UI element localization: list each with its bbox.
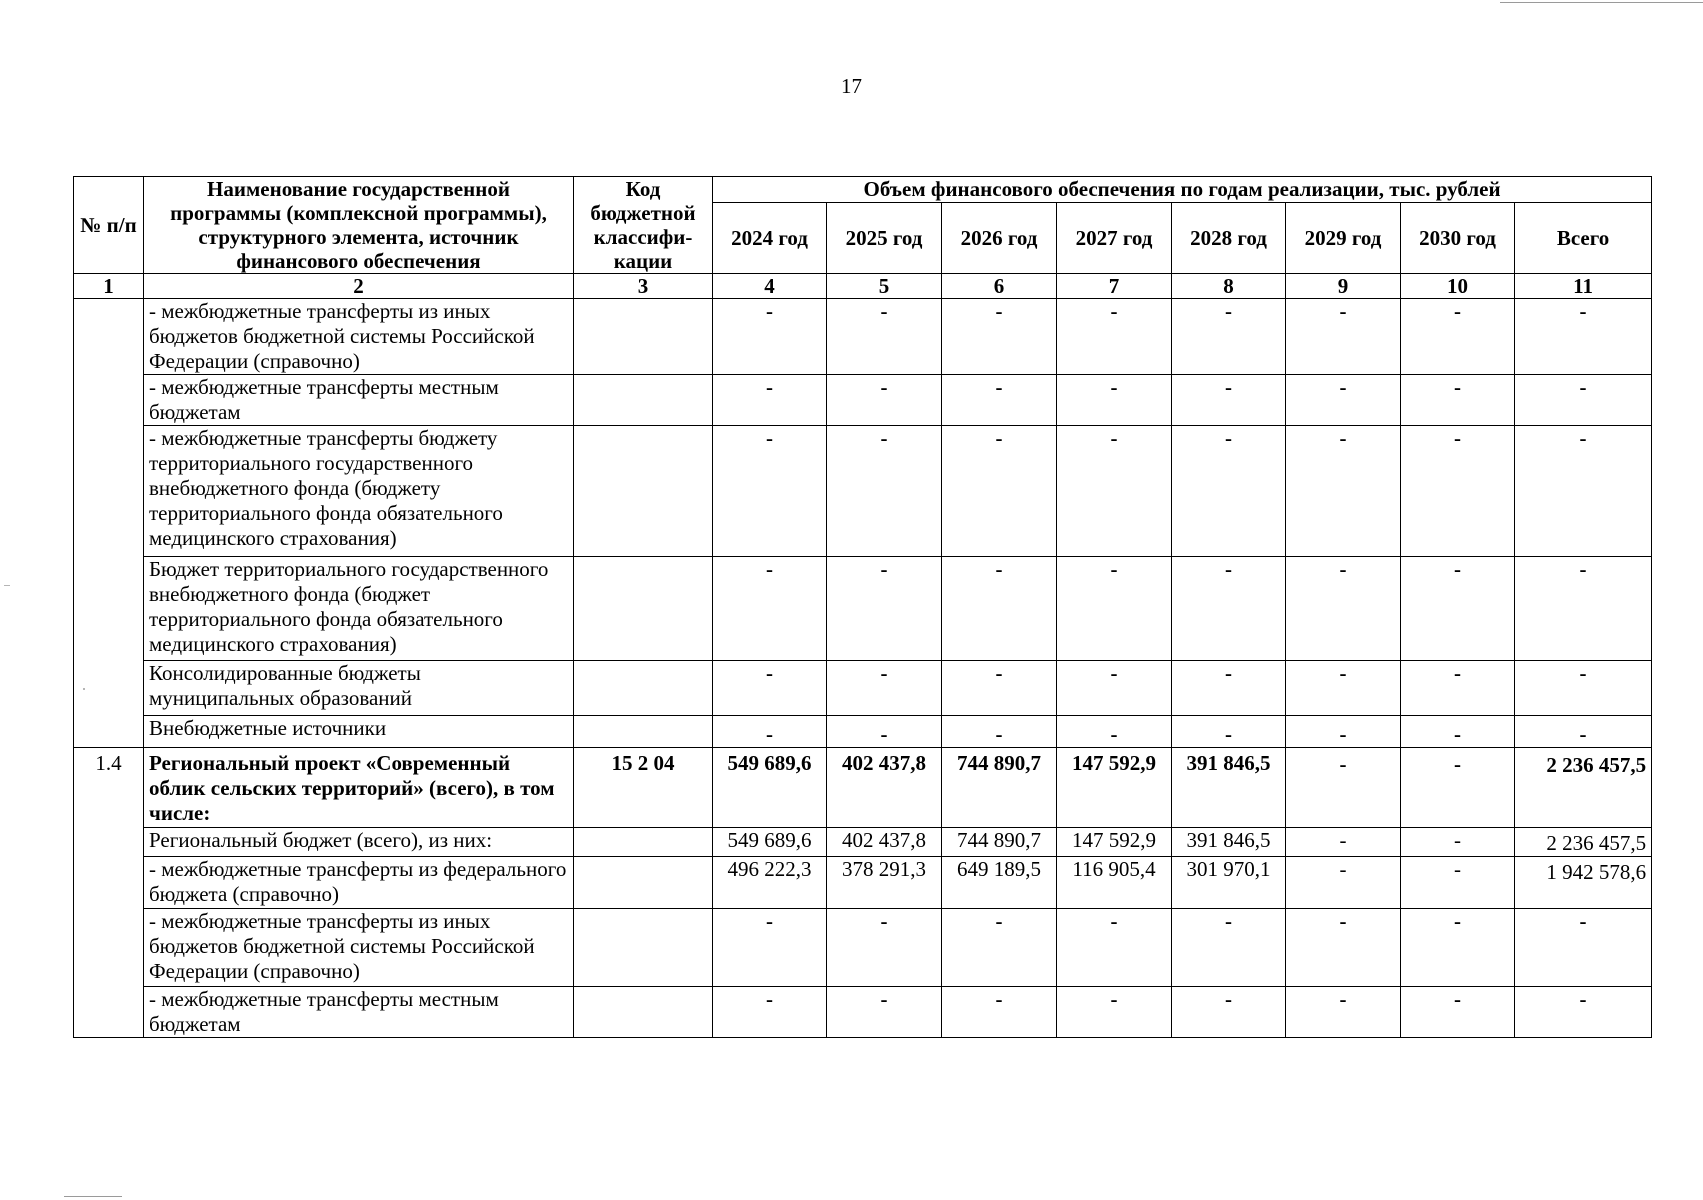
header-year-2025: 2025 год [827, 202, 942, 273]
row-value: - [1172, 987, 1286, 1038]
row-value: 496 222,3 [713, 857, 827, 909]
row-value: - [1401, 426, 1515, 557]
header-num: № п/п [74, 177, 144, 274]
row-value: 378 291,3 [827, 857, 942, 909]
row-value: - [942, 299, 1057, 375]
header-row-1 [74, 177, 1652, 203]
row-value: 2 236 457,5 [1515, 828, 1652, 857]
row-value: - [1401, 987, 1515, 1038]
table-row [74, 987, 1652, 1038]
row-code [574, 857, 713, 909]
row-value: - [827, 557, 942, 661]
row-value: - [942, 661, 1057, 716]
table-row [74, 661, 1652, 716]
row-value: 549 689,6 [713, 748, 827, 828]
row-num: 1.4 [74, 748, 144, 1038]
row-value: 391 846,5 [1172, 828, 1286, 857]
row-value: - [1401, 828, 1515, 857]
row-code [574, 828, 713, 857]
row-value: 2 236 457,5 [1515, 748, 1652, 828]
row-value: 116 905,4 [1057, 857, 1172, 909]
row-value: - [713, 557, 827, 661]
row-code [574, 557, 713, 661]
row-value: - [1286, 828, 1401, 857]
row-value: - [942, 426, 1057, 557]
row-name: - межбюджетные трансферты из федерального бюджета (справочно) [144, 857, 574, 909]
row-value: - [827, 716, 942, 748]
row-value: - [1286, 426, 1401, 557]
column-number: 9 [1286, 274, 1401, 299]
row-value: - [713, 375, 827, 426]
column-number: 6 [942, 274, 1057, 299]
row-value: - [713, 661, 827, 716]
row-value: - [827, 661, 942, 716]
row-value: - [1286, 857, 1401, 909]
scan-line-top-right [1500, 2, 1703, 3]
row-name: Консолидированные бюджеты муниципальных образований [144, 661, 574, 716]
row-value: - [1401, 748, 1515, 828]
row-value: - [1057, 716, 1172, 748]
row-value: - [1286, 375, 1401, 426]
table-row [74, 299, 1652, 375]
row-value: - [1401, 375, 1515, 426]
row-value: 402 437,8 [827, 828, 942, 857]
row-name: Внебюджетные источники [144, 716, 574, 748]
row-value: - [827, 909, 942, 987]
scan-line-bottom-left [64, 1196, 122, 1197]
row-name: Бюджет территориального государственного внебюджетного фонда (бюджет территориального фонда обязательного медицинского страхования) [144, 557, 574, 661]
row-code: 15 2 04 [574, 748, 713, 828]
header-year-2028: 2028 год [1172, 202, 1286, 273]
row-value: - [827, 426, 942, 557]
column-number: 2 [144, 274, 574, 299]
row-value: - [1057, 426, 1172, 557]
row-value: - [1515, 987, 1652, 1038]
row-name: - межбюджетные трансферты из иных бюджетов бюджетной системы Российской Федерации (справочно) [144, 909, 574, 987]
row-value: - [1057, 299, 1172, 375]
row-value: - [1286, 748, 1401, 828]
row-value: - [1057, 661, 1172, 716]
row-code [574, 299, 713, 375]
row-value: - [1515, 426, 1652, 557]
table-row [74, 375, 1652, 426]
row-value: - [1057, 557, 1172, 661]
row-code [574, 987, 713, 1038]
row-value: - [942, 987, 1057, 1038]
row-name: Региональный проект «Современный облик сельских территорий» (всего), в том числе: [144, 748, 574, 828]
row-value: - [1401, 661, 1515, 716]
column-number: 5 [827, 274, 942, 299]
row-code [574, 375, 713, 426]
header-year-2029: 2029 год [1286, 202, 1401, 273]
row-value: 744 890,7 [942, 828, 1057, 857]
column-number: 10 [1401, 274, 1515, 299]
column-number: 8 [1172, 274, 1286, 299]
row-value: 549 689,6 [713, 828, 827, 857]
row-value: - [1057, 987, 1172, 1038]
row-value: - [827, 375, 942, 426]
row-value: - [1515, 716, 1652, 748]
table-row-section [74, 748, 1652, 828]
row-value: - [942, 909, 1057, 987]
row-num [74, 299, 144, 748]
row-value: - [827, 987, 942, 1038]
row-value: - [1172, 299, 1286, 375]
row-value: - [1172, 557, 1286, 661]
row-value: - [1401, 299, 1515, 375]
header-total: Всего [1515, 202, 1652, 273]
row-value: - [1515, 375, 1652, 426]
header-code: Код бюджетной классифи-кации [574, 177, 713, 274]
row-value: - [1401, 857, 1515, 909]
row-value: - [713, 299, 827, 375]
table-row [74, 557, 1652, 661]
row-value: - [1286, 716, 1401, 748]
row-value: 1 942 578,6 [1515, 857, 1652, 909]
column-number: 4 [713, 274, 827, 299]
column-number: 7 [1057, 274, 1172, 299]
row-value: - [827, 299, 942, 375]
row-value: - [1286, 557, 1401, 661]
row-value: - [1515, 661, 1652, 716]
row-code [574, 716, 713, 748]
table-row [74, 857, 1652, 909]
header-year-2027: 2027 год [1057, 202, 1172, 273]
header-year-2030: 2030 год [1401, 202, 1515, 273]
row-code [574, 909, 713, 987]
column-number: 11 [1515, 274, 1652, 299]
row-code [574, 661, 713, 716]
table-row [74, 716, 1652, 748]
row-name: - межбюджетные трансферты местным бюджетам [144, 375, 574, 426]
header-year-2026: 2026 год [942, 202, 1057, 273]
row-value: - [1172, 426, 1286, 557]
row-value: - [1286, 299, 1401, 375]
row-value: - [1172, 661, 1286, 716]
row-value: - [1286, 661, 1401, 716]
header-name: Наименование государственной программы (комплексной программы), структурного элемента, источник финансового обеспечения [144, 177, 574, 274]
row-value: - [942, 716, 1057, 748]
row-value: - [1515, 299, 1652, 375]
row-value: - [942, 557, 1057, 661]
column-number: 3 [574, 274, 713, 299]
row-value: - [1172, 716, 1286, 748]
row-value: - [1515, 557, 1652, 661]
row-value: - [1401, 909, 1515, 987]
row-value: - [1057, 375, 1172, 426]
row-name: - межбюджетные трансферты из иных бюджетов бюджетной системы Российской Федерации (справочно) [144, 299, 574, 375]
row-code [574, 426, 713, 557]
column-number: 1 [74, 274, 144, 299]
table-row [74, 909, 1652, 987]
table-row [74, 426, 1652, 557]
row-name: - межбюджетные трансферты бюджету территориального государственного внебюджетного фонда (бюджету территориального фонда обязательного медицинского страхования) [144, 426, 574, 557]
row-value: - [1172, 909, 1286, 987]
row-value: - [713, 426, 827, 557]
row-value: - [1401, 557, 1515, 661]
row-value: - [1057, 909, 1172, 987]
row-value: - [1286, 909, 1401, 987]
row-name: Региональный бюджет (всего), из них: [144, 828, 574, 857]
row-value: - [1401, 716, 1515, 748]
row-value: - [1286, 987, 1401, 1038]
row-value: 147 592,9 [1057, 828, 1172, 857]
row-value: 391 846,5 [1172, 748, 1286, 828]
table-row [74, 828, 1652, 857]
column-numbers-row [74, 274, 1652, 299]
row-name: - межбюджетные трансферты местным бюджетам [144, 987, 574, 1038]
scan-mark-left [4, 585, 10, 586]
row-value: 402 437,8 [827, 748, 942, 828]
row-value: 147 592,9 [1057, 748, 1172, 828]
budget-table [73, 176, 1652, 1038]
row-value: 301 970,1 [1172, 857, 1286, 909]
row-value: - [713, 987, 827, 1038]
row-value: - [1515, 909, 1652, 987]
row-value: 744 890,7 [942, 748, 1057, 828]
row-value: - [1172, 375, 1286, 426]
row-value: - [713, 909, 827, 987]
page-number: 17 [841, 74, 862, 98]
row-value: - [713, 716, 827, 748]
header-year-2024: 2024 год [713, 202, 827, 273]
header-volume: Объем финансового обеспечения по годам реализации, тыс. рублей [713, 177, 1652, 203]
row-value: 649 189,5 [942, 857, 1057, 909]
row-value: - [942, 375, 1057, 426]
